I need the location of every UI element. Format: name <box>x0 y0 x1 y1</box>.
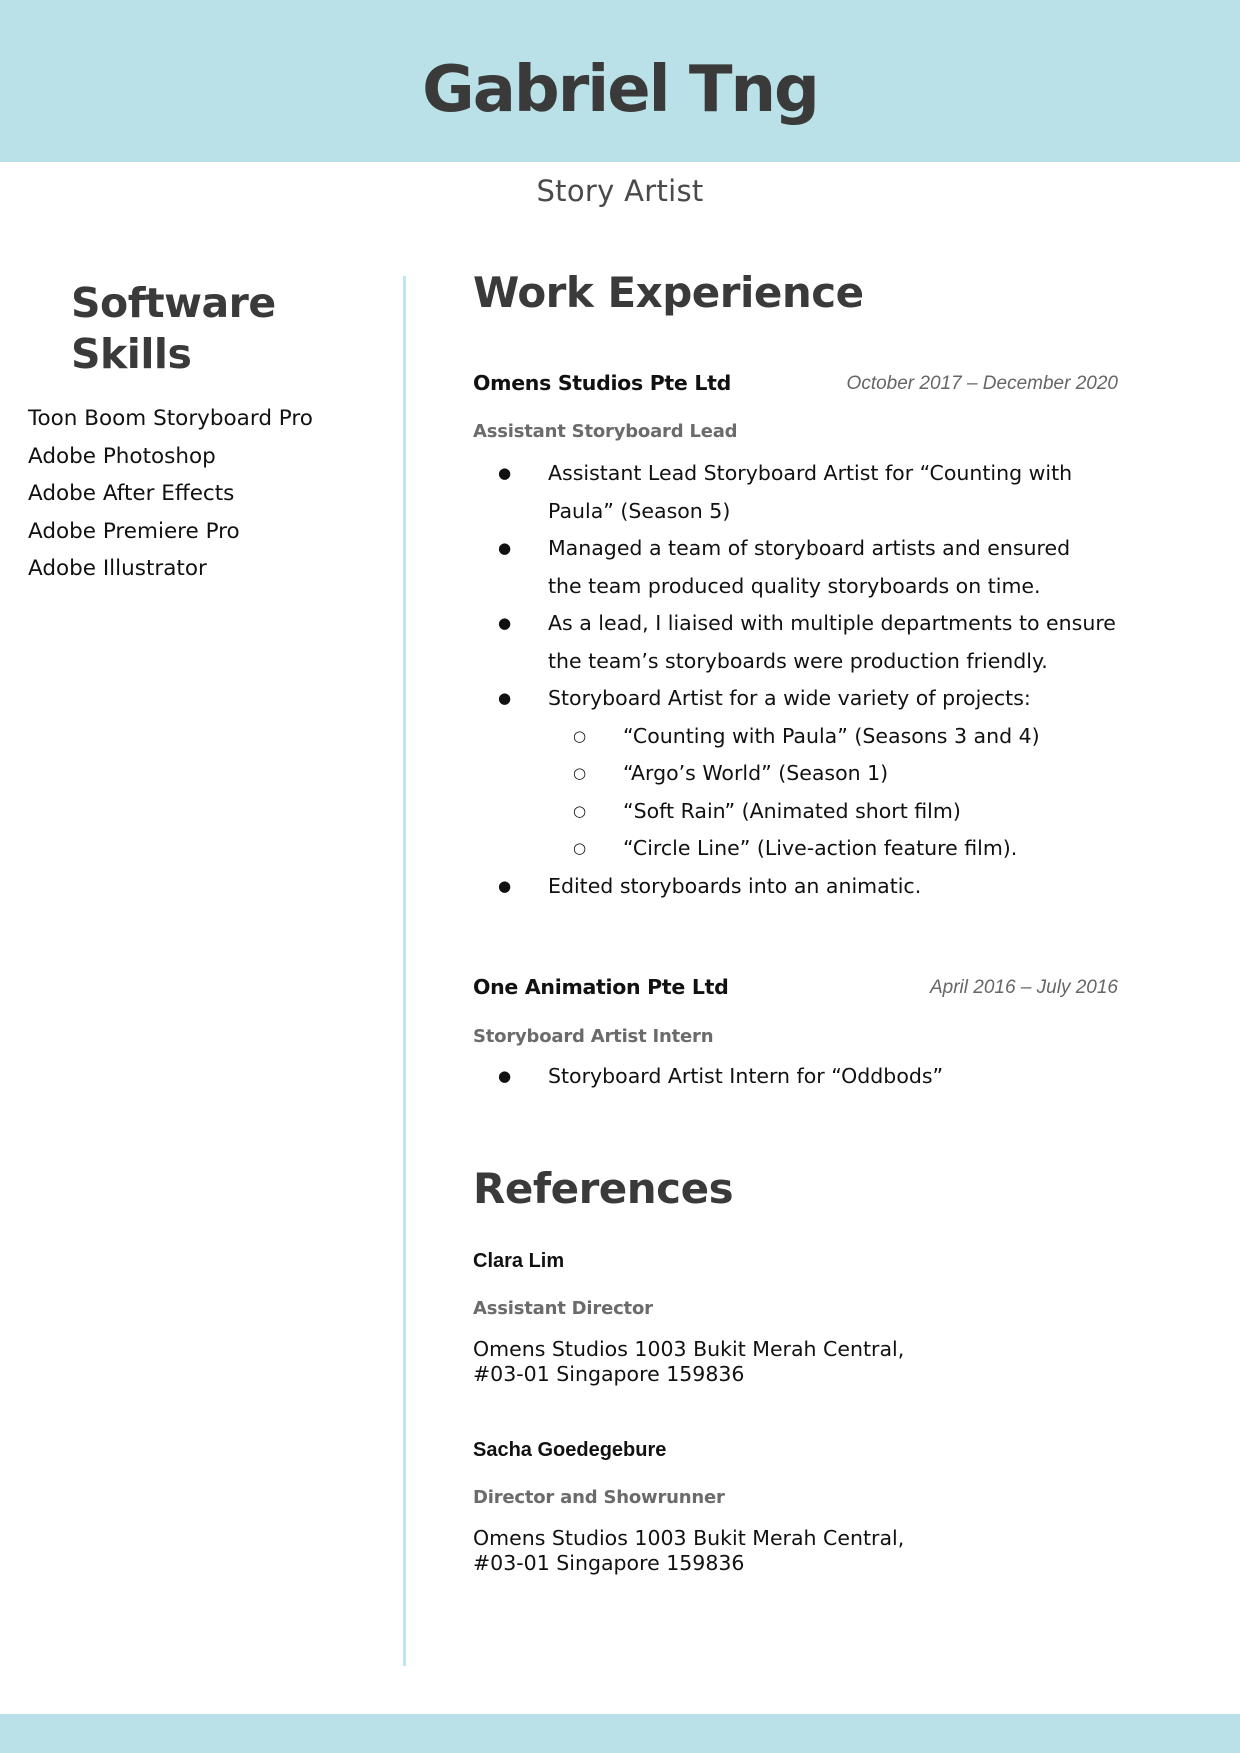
reference-address <box>473 1526 904 1576</box>
skills-heading <box>71 278 351 380</box>
skill-item: Adobe Premiere Pro <box>28 518 240 544</box>
references-heading: References <box>473 1164 734 1213</box>
reference-address <box>473 1337 904 1387</box>
job-dates: October 2017 – December 2020 <box>846 373 1118 394</box>
job-role: Assistant Storyboard Lead <box>473 421 738 442</box>
candidate-name: Gabriel Tng <box>422 53 818 127</box>
job-dates: April 2016 – July 2016 <box>929 977 1118 998</box>
reference-address-line1: Omens Studios 1003 Bukit Merah Central, <box>473 1526 905 1550</box>
job-company: One Animation Pte Ltd <box>473 975 729 999</box>
reference-address-line2: #03-01 Singapore 159836 <box>473 1362 745 1386</box>
skills-list <box>28 400 313 588</box>
bullet-item: ● Assistant Lead Storyboard Artist for “Counting with <box>473 455 1133 493</box>
bullet-item-continued: the team produced quality storyboards on time. <box>548 573 1041 598</box>
bullet-item: ● Managed a team of storyboard artists and ensured <box>473 530 1133 568</box>
job-role: Storyboard Artist Intern <box>473 1026 714 1047</box>
sub-bullet-item: ○ “Counting with Paula” (Seasons 3 and 4) <box>473 718 1133 756</box>
reference-name: Clara Lim <box>473 1250 565 1272</box>
bullet-item: ● Edited storyboards into an animatic. <box>473 868 1133 906</box>
candidate-title: Story Artist <box>536 174 704 208</box>
bullet-item-continued: Paula” (Season 5) <box>548 498 731 523</box>
skills-heading-line2: Skills <box>71 330 192 378</box>
reference-role: Director and Showrunner <box>473 1487 725 1508</box>
job-bullets <box>473 1058 1133 1096</box>
sub-bullet-item: ○ “Soft Rain” (Animated short film) <box>473 793 1133 831</box>
reference-address-line2: #03-01 Singapore 159836 <box>473 1551 745 1575</box>
bullet-item: ● As a lead, I liaised with multiple departments to ensure <box>473 605 1133 643</box>
job-company: Omens Studios Pte Ltd <box>473 371 732 395</box>
skills-heading-line1: Software <box>71 279 276 327</box>
work-experience-heading: Work Experience <box>473 268 864 317</box>
sub-bullet-item: ○ “Argo’s World” (Season 1) <box>473 755 1133 793</box>
skill-item: Adobe Illustrator <box>28 556 207 581</box>
bullet-item: ● Storyboard Artist for a wide variety of projects: <box>473 680 1133 718</box>
column-divider <box>403 276 406 1666</box>
job-bullets <box>473 455 1133 905</box>
reference-address-line1: Omens Studios 1003 Bukit Merah Central, <box>473 1337 905 1361</box>
skill-item: Toon Boom Storyboard Pro <box>28 406 313 431</box>
skill-item: Adobe Photoshop <box>28 443 216 469</box>
reference-name: Sacha Goedegebure <box>473 1439 667 1461</box>
bullet-item: ● Storyboard Artist Intern for “Oddbods” <box>473 1058 1133 1096</box>
reference-role: Assistant Director <box>473 1298 653 1319</box>
bullet-item-continued: the team’s storyboards were production friendly. <box>548 648 1048 673</box>
footer-band <box>0 1714 1240 1753</box>
skill-item: Adobe After Effects <box>28 481 235 506</box>
sub-bullet-item: ○ “Circle Line” (Live-action feature film). <box>473 830 1133 868</box>
